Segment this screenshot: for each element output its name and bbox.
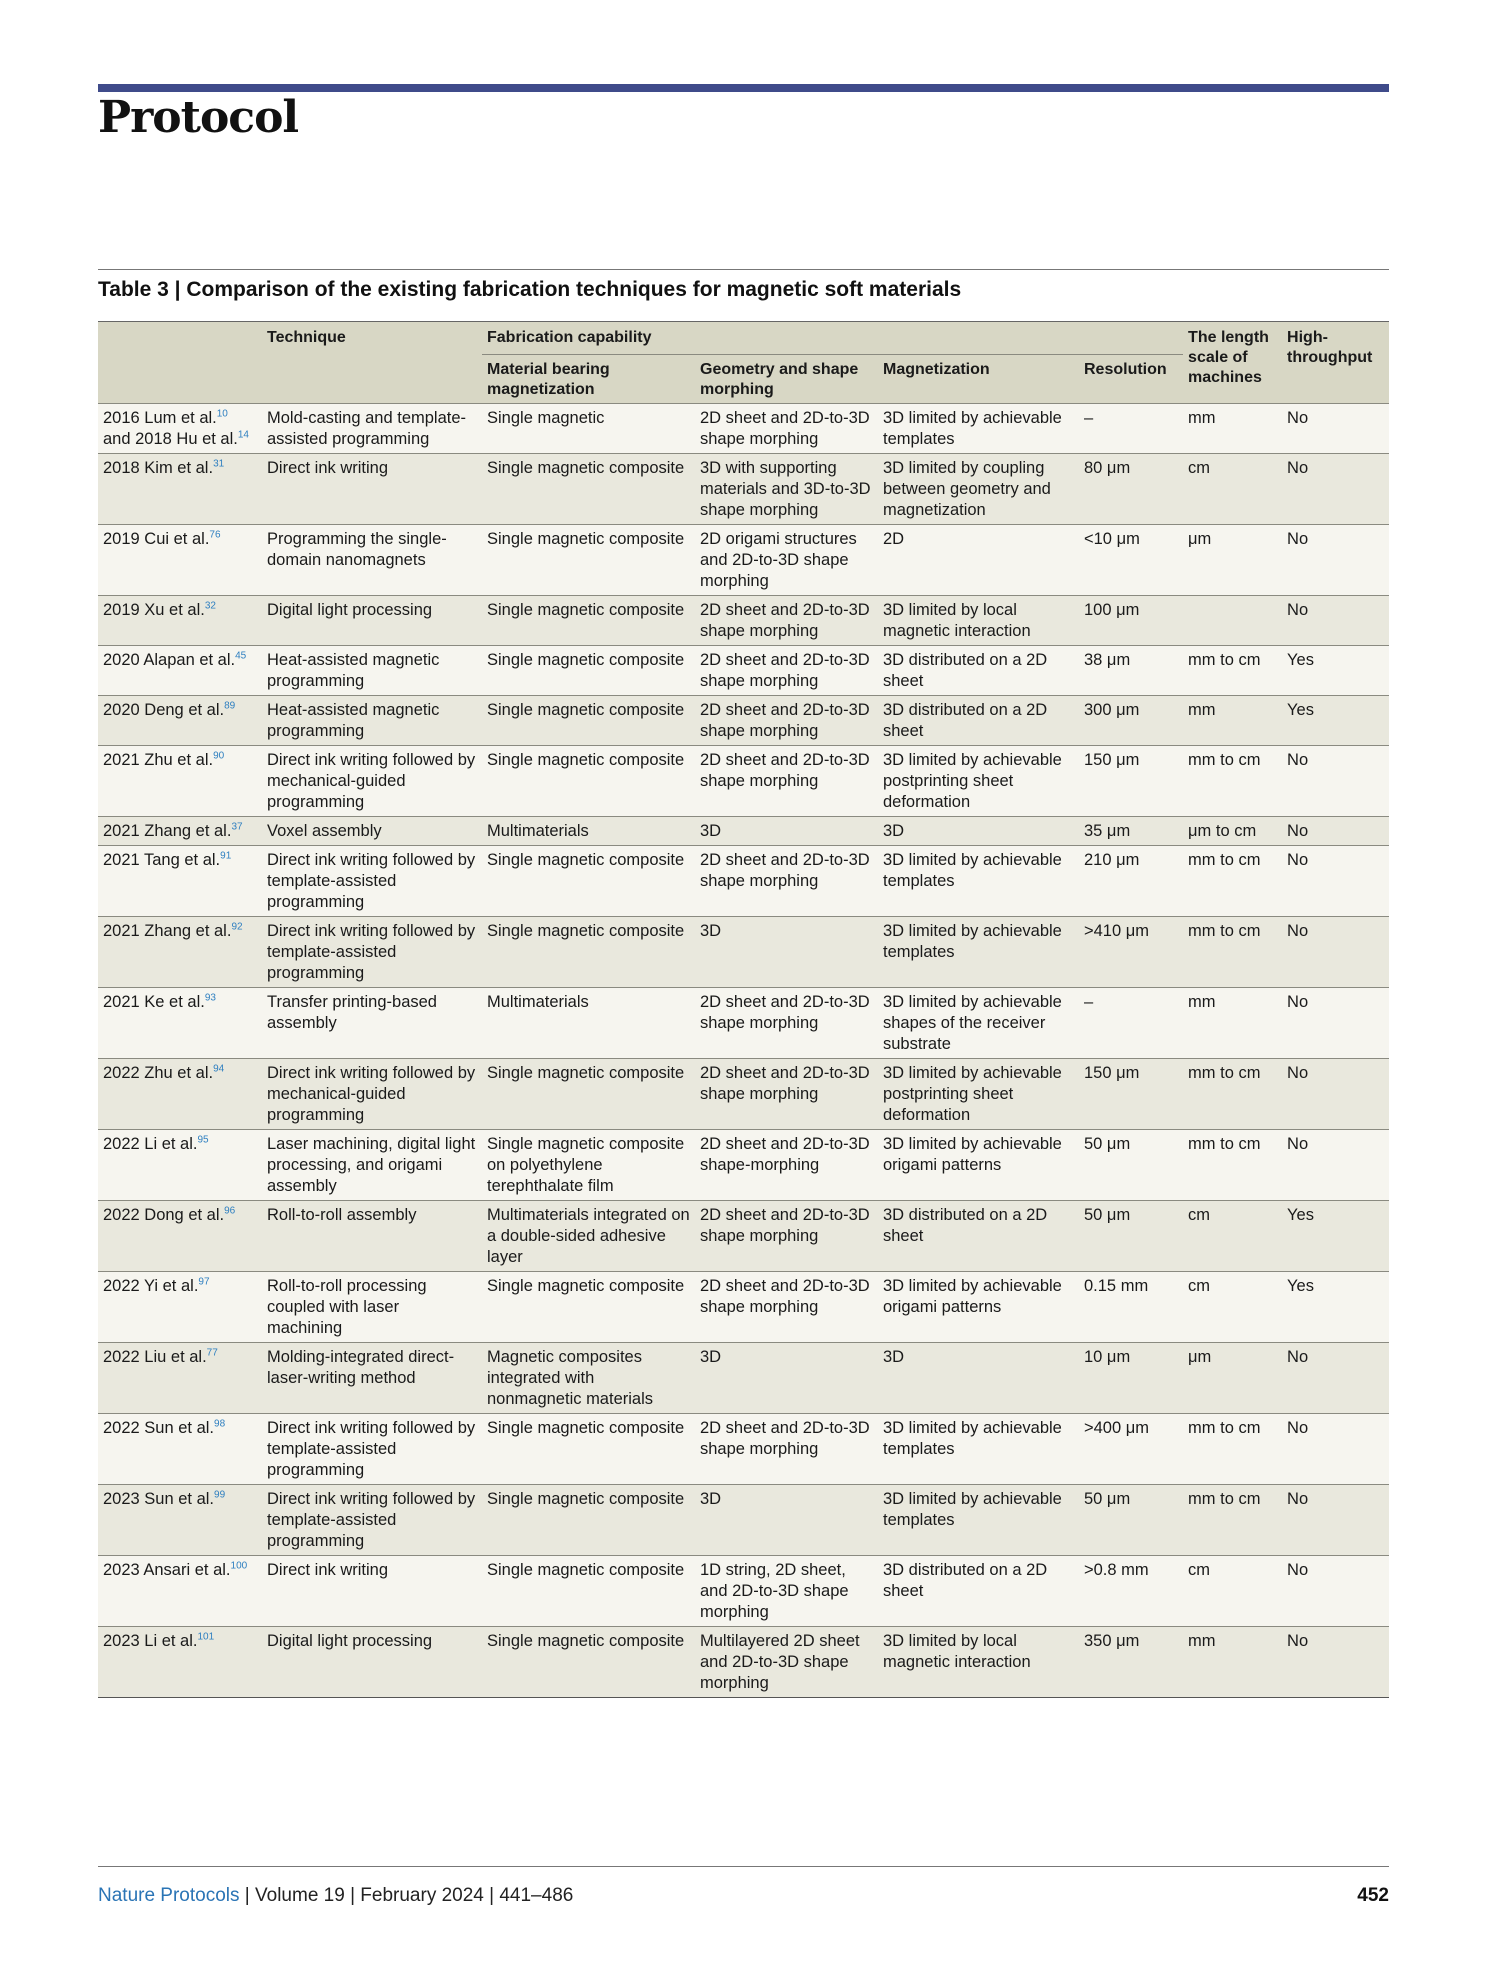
cell-resolution: 150 μm <box>1079 1059 1183 1130</box>
cell-magnetization: 3D distributed on a 2D sheet <box>878 1201 1079 1272</box>
cell-material: Single magnetic composite <box>482 1627 695 1698</box>
cell-high-throughput: Yes <box>1282 1272 1389 1343</box>
study-name: 2022 Li et al. <box>103 1135 198 1153</box>
reference-link[interactable]: 92 <box>231 921 243 933</box>
cell-magnetization: 3D <box>878 1343 1079 1414</box>
cell-length-scale: mm to cm <box>1183 1485 1282 1556</box>
cell-technique: Heat-assisted magnetic programming <box>262 696 482 746</box>
cell-study <box>98 646 262 696</box>
cell-material: Single magnetic composite on polyethylene terephthalate film <box>482 1130 695 1201</box>
cell-technique: Direct ink writing <box>262 454 482 525</box>
cell-magnetization: 3D distributed on a 2D sheet <box>878 1556 1079 1627</box>
cell-geometry: 2D sheet and 2D-to-3D shape morphing <box>695 404 878 454</box>
footer-details: | Volume 19 | February 2024 | 441–486 <box>239 1885 574 1906</box>
cell-geometry: 2D sheet and 2D-to-3D shape morphing <box>695 646 878 696</box>
study-name: 2021 Zhang et al. <box>103 922 232 940</box>
cell-study <box>98 1201 262 1272</box>
cell-material: Single magnetic composite <box>482 596 695 646</box>
cell-magnetization: 3D limited by achievable templates <box>878 917 1079 988</box>
cell-geometry: 2D origami structures and 2D-to-3D shape morphing <box>695 525 878 596</box>
study-name: 2022 Sun et al. <box>103 1419 215 1437</box>
cell-resolution: 50 μm <box>1079 1201 1183 1272</box>
cell-technique: Digital light processing <box>262 1627 482 1698</box>
cell-study <box>98 525 262 596</box>
study-name: 2022 Yi et al. <box>103 1277 199 1295</box>
study-name: 2023 Ansari et al. <box>103 1561 231 1579</box>
cell-resolution: – <box>1079 988 1183 1059</box>
reference-link[interactable]: 95 <box>197 1134 209 1146</box>
cell-material: Multimaterials <box>482 817 695 846</box>
section-title: Protocol <box>98 92 299 143</box>
cell-high-throughput: Yes <box>1282 1201 1389 1272</box>
cell-high-throughput: No <box>1282 454 1389 525</box>
cell-material: Single magnetic composite <box>482 525 695 596</box>
cell-high-throughput: No <box>1282 525 1389 596</box>
cell-magnetization: 3D limited by achievable templates <box>878 404 1079 454</box>
reference-link[interactable]: 98 <box>214 1418 226 1430</box>
cell-length-scale: mm to cm <box>1183 746 1282 817</box>
reference-link[interactable]: 100 <box>230 1560 248 1572</box>
table-body <box>98 404 1389 1698</box>
reference-link[interactable]: 45 <box>235 650 247 662</box>
cell-length-scale: mm to cm <box>1183 1414 1282 1485</box>
cell-material: Magnetic composites integrated with nonmagnetic materials <box>482 1343 695 1414</box>
cell-resolution: 38 μm <box>1079 646 1183 696</box>
cell-material: Single magnetic composite <box>482 1485 695 1556</box>
cell-study <box>98 1343 262 1414</box>
table-row <box>98 1059 1389 1130</box>
header-length-scale: The length scale of machines <box>1183 322 1282 404</box>
cell-geometry: 2D sheet and 2D-to-3D shape morphing <box>695 746 878 817</box>
cell-material: Single magnetic composite <box>482 1059 695 1130</box>
header-magnetization: Magnetization <box>878 355 1079 404</box>
cell-material: Single magnetic composite <box>482 696 695 746</box>
cell-magnetization: 3D limited by coupling between geometry and magnetization <box>878 454 1079 525</box>
cell-resolution: 50 μm <box>1079 1130 1183 1201</box>
cell-study <box>98 1059 262 1130</box>
cell-geometry: Multilayered 2D sheet and 2D-to-3D shape morphing <box>695 1627 878 1698</box>
cell-study <box>98 1485 262 1556</box>
study-name: 2023 Li et al. <box>103 1632 198 1650</box>
study-name: 2020 Deng et al. <box>103 701 225 719</box>
cell-geometry: 2D sheet and 2D-to-3D shape morphing <box>695 1414 878 1485</box>
cell-study <box>98 817 262 846</box>
reference-link[interactable]: 93 <box>204 992 216 1004</box>
cell-technique: Transfer printing-based assembly <box>262 988 482 1059</box>
study-name: 2021 Zhang et al. <box>103 822 232 840</box>
cell-magnetization: 3D limited by achievable shapes of the receiver substrate <box>878 988 1079 1059</box>
page-number: 452 <box>1357 1885 1389 1906</box>
header-technique: Technique <box>262 322 482 404</box>
cell-resolution: 100 μm <box>1079 596 1183 646</box>
cell-magnetization: 3D limited by achievable templates <box>878 1414 1079 1485</box>
header-material: Material bearing magnetization <box>482 355 695 404</box>
header-geometry: Geometry and shape morphing <box>695 355 878 404</box>
reference-link[interactable]: 10 <box>216 408 228 420</box>
table-row <box>98 696 1389 746</box>
cell-material: Single magnetic composite <box>482 1556 695 1627</box>
cell-geometry: 2D sheet and 2D-to-3D shape morphing <box>695 1201 878 1272</box>
table-row <box>98 454 1389 525</box>
cell-material: Single magnetic composite <box>482 917 695 988</box>
table-row <box>98 817 1389 846</box>
table-row <box>98 1272 1389 1343</box>
reference-link[interactable]: 31 <box>213 458 225 470</box>
reference-link[interactable]: 14 <box>237 429 249 441</box>
cell-magnetization: 3D limited by achievable templates <box>878 1485 1079 1556</box>
cell-magnetization: 3D limited by achievable templates <box>878 846 1079 917</box>
cell-magnetization: 3D distributed on a 2D sheet <box>878 646 1079 696</box>
study-name: and 2018 Hu et al. <box>103 430 238 448</box>
cell-geometry: 3D with supporting materials and 3D-to-3D shape morphing <box>695 454 878 525</box>
cell-high-throughput: No <box>1282 1627 1389 1698</box>
study-name: 2021 Ke et al. <box>103 993 205 1011</box>
cell-high-throughput: No <box>1282 846 1389 917</box>
footer-rule <box>98 1866 1389 1867</box>
cell-geometry: 2D sheet and 2D-to-3D shape morphing <box>695 1059 878 1130</box>
cell-study <box>98 988 262 1059</box>
cell-length-scale: cm <box>1183 454 1282 525</box>
reference-link[interactable]: 99 <box>214 1489 226 1501</box>
cell-length-scale: μm to cm <box>1183 817 1282 846</box>
cell-resolution: 0.15 mm <box>1079 1272 1183 1343</box>
table-row <box>98 525 1389 596</box>
cell-high-throughput: No <box>1282 1556 1389 1627</box>
reference-link[interactable]: 94 <box>213 1063 225 1075</box>
reference-link[interactable]: 101 <box>197 1631 215 1643</box>
cell-material: Single magnetic composite <box>482 646 695 696</box>
study-name: 2016 Lum et al. <box>103 409 217 427</box>
reference-link[interactable]: 77 <box>206 1347 218 1359</box>
table-row <box>98 988 1389 1059</box>
footer-citation <box>98 1885 573 1907</box>
cell-material: Multimaterials integrated on a double-sided adhesive layer <box>482 1201 695 1272</box>
cell-technique: Direct ink writing followed by template-assisted programming <box>262 1414 482 1485</box>
cell-material: Single magnetic composite <box>482 746 695 817</box>
cell-high-throughput: No <box>1282 1414 1389 1485</box>
cell-length-scale: cm <box>1183 1201 1282 1272</box>
cell-technique: Programming the single-domain nanomagnets <box>262 525 482 596</box>
cell-geometry: 2D sheet and 2D-to-3D shape morphing <box>695 846 878 917</box>
cell-technique: Laser machining, digital light processing, and origami assembly <box>262 1130 482 1201</box>
table-row <box>98 1556 1389 1627</box>
header-resolution: Resolution <box>1079 355 1183 404</box>
cell-technique: Mold-casting and template-assisted programming <box>262 404 482 454</box>
comparison-table <box>98 321 1389 1698</box>
footer-journal[interactable]: Nature Protocols <box>98 1885 240 1906</box>
study-name: 2019 Xu et al. <box>103 601 205 619</box>
cell-high-throughput: No <box>1282 1343 1389 1414</box>
cell-geometry: 2D sheet and 2D-to-3D shape-morphing <box>695 1130 878 1201</box>
cell-resolution: 300 μm <box>1079 696 1183 746</box>
cell-high-throughput: Yes <box>1282 696 1389 746</box>
cell-geometry: 2D sheet and 2D-to-3D shape morphing <box>695 596 878 646</box>
cell-high-throughput: No <box>1282 917 1389 988</box>
reference-link[interactable]: 96 <box>224 1205 236 1217</box>
study-name: 2022 Zhu et al. <box>103 1064 214 1082</box>
cell-high-throughput: No <box>1282 1485 1389 1556</box>
cell-technique: Direct ink writing followed by mechanical-guided programming <box>262 1059 482 1130</box>
cell-length-scale: mm <box>1183 1627 1282 1698</box>
cell-technique: Voxel assembly <box>262 817 482 846</box>
cell-geometry: 3D <box>695 1485 878 1556</box>
cell-study <box>98 1272 262 1343</box>
reference-link[interactable]: 90 <box>213 750 225 762</box>
cell-study <box>98 696 262 746</box>
cell-magnetization: 3D limited by achievable origami patterns <box>878 1130 1079 1201</box>
cell-geometry: 3D <box>695 917 878 988</box>
cell-resolution: >410 μm <box>1079 917 1183 988</box>
table-row <box>98 917 1389 988</box>
cell-length-scale: mm to cm <box>1183 1059 1282 1130</box>
cell-resolution: 210 μm <box>1079 846 1183 917</box>
cell-length-scale: μm <box>1183 525 1282 596</box>
cell-geometry: 2D sheet and 2D-to-3D shape morphing <box>695 1272 878 1343</box>
cell-technique: Molding-integrated direct-laser-writing method <box>262 1343 482 1414</box>
reference-link[interactable]: 91 <box>220 850 232 862</box>
cell-length-scale: mm <box>1183 404 1282 454</box>
cell-technique: Direct ink writing <box>262 1556 482 1627</box>
table-row <box>98 1343 1389 1414</box>
cell-material: Single magnetic composite <box>482 1414 695 1485</box>
cell-material: Multimaterials <box>482 988 695 1059</box>
cell-resolution: – <box>1079 404 1183 454</box>
cell-length-scale: cm <box>1183 1556 1282 1627</box>
cell-geometry: 1D string, 2D sheet, and 2D-to-3D shape morphing <box>695 1556 878 1627</box>
cell-technique: Digital light processing <box>262 596 482 646</box>
cell-high-throughput: No <box>1282 596 1389 646</box>
reference-link[interactable]: 76 <box>209 529 221 541</box>
table-row <box>98 1414 1389 1485</box>
cell-length-scale: cm <box>1183 1272 1282 1343</box>
cell-length-scale: mm <box>1183 696 1282 746</box>
reference-link[interactable]: 37 <box>231 821 243 833</box>
cell-technique: Direct ink writing followed by template-assisted programming <box>262 1485 482 1556</box>
cell-length-scale: mm to cm <box>1183 846 1282 917</box>
cell-technique: Direct ink writing followed by mechanical-guided programming <box>262 746 482 817</box>
cell-resolution: 50 μm <box>1079 1485 1183 1556</box>
cell-resolution: >0.8 mm <box>1079 1556 1183 1627</box>
study-name: 2018 Kim et al. <box>103 459 214 477</box>
cell-study <box>98 404 262 454</box>
cell-magnetization: 3D limited by achievable origami patterns <box>878 1272 1079 1343</box>
cell-high-throughput: No <box>1282 404 1389 454</box>
header-study <box>98 322 262 404</box>
cell-resolution: 35 μm <box>1079 817 1183 846</box>
cell-length-scale <box>1183 596 1282 646</box>
cell-length-scale: mm <box>1183 988 1282 1059</box>
study-name: 2021 Tang et al. <box>103 851 221 869</box>
cell-resolution: <10 μm <box>1079 525 1183 596</box>
table-row <box>98 1201 1389 1272</box>
study-name: 2023 Sun et al. <box>103 1490 215 1508</box>
cell-length-scale: mm to cm <box>1183 646 1282 696</box>
study-name: 2020 Alapan et al. <box>103 651 236 669</box>
cell-material: Single magnetic composite <box>482 1272 695 1343</box>
cell-high-throughput: No <box>1282 746 1389 817</box>
study-name: 2019 Cui et al. <box>103 530 210 548</box>
cell-technique: Heat-assisted magnetic programming <box>262 646 482 696</box>
cell-magnetization: 3D limited by local magnetic interaction <box>878 596 1079 646</box>
table-row <box>98 1485 1389 1556</box>
study-name: 2022 Liu et al. <box>103 1348 207 1366</box>
table-row <box>98 1627 1389 1698</box>
cell-high-throughput: No <box>1282 1130 1389 1201</box>
cell-resolution: 10 μm <box>1079 1343 1183 1414</box>
cell-technique: Direct ink writing followed by template-assisted programming <box>262 846 482 917</box>
table-row <box>98 404 1389 454</box>
cell-technique: Roll-to-roll assembly <box>262 1201 482 1272</box>
cell-magnetization: 3D limited by achievable postprinting sheet deformation <box>878 1059 1079 1130</box>
cell-technique: Roll-to-roll processing coupled with laser machining <box>262 1272 482 1343</box>
cell-resolution: >400 μm <box>1079 1414 1183 1485</box>
cell-material: Single magnetic <box>482 404 695 454</box>
table-row <box>98 846 1389 917</box>
cell-material: Single magnetic composite <box>482 846 695 917</box>
cell-high-throughput: No <box>1282 817 1389 846</box>
cell-study <box>98 846 262 917</box>
table-header <box>98 322 1389 404</box>
cell-material: Single magnetic composite <box>482 454 695 525</box>
table-row <box>98 646 1389 696</box>
cell-study <box>98 917 262 988</box>
cell-resolution: 350 μm <box>1079 1627 1183 1698</box>
cell-high-throughput: No <box>1282 1059 1389 1130</box>
cell-study <box>98 1556 262 1627</box>
cell-magnetization: 3D limited by local magnetic interaction <box>878 1627 1079 1698</box>
table-row <box>98 1130 1389 1201</box>
cell-length-scale: mm to cm <box>1183 917 1282 988</box>
cell-magnetization: 3D limited by achievable postprinting sheet deformation <box>878 746 1079 817</box>
header-fabrication-capability: Fabrication capability <box>482 322 1183 355</box>
cell-length-scale: μm <box>1183 1343 1282 1414</box>
cell-geometry: 3D <box>695 1343 878 1414</box>
cell-geometry: 2D sheet and 2D-to-3D shape morphing <box>695 988 878 1059</box>
cell-magnetization: 3D <box>878 817 1079 846</box>
cell-length-scale: mm to cm <box>1183 1130 1282 1201</box>
cell-study <box>98 596 262 646</box>
cell-resolution: 150 μm <box>1079 746 1183 817</box>
table-row <box>98 746 1389 817</box>
cell-technique: Direct ink writing followed by template-assisted programming <box>262 917 482 988</box>
comparison-table-container <box>98 321 1389 1698</box>
header-high-throughput: High-throughput <box>1282 322 1389 404</box>
cell-study <box>98 746 262 817</box>
cell-geometry: 3D <box>695 817 878 846</box>
cell-high-throughput: Yes <box>1282 646 1389 696</box>
table-top-rule <box>98 269 1389 270</box>
cell-high-throughput: No <box>1282 988 1389 1059</box>
cell-study <box>98 454 262 525</box>
header-rule <box>98 84 1389 92</box>
cell-study <box>98 1627 262 1698</box>
cell-study <box>98 1414 262 1485</box>
cell-magnetization: 3D distributed on a 2D sheet <box>878 696 1079 746</box>
study-name: 2022 Dong et al. <box>103 1206 225 1224</box>
table-row <box>98 596 1389 646</box>
reference-link[interactable]: 32 <box>204 600 216 612</box>
reference-link[interactable]: 97 <box>198 1276 210 1288</box>
cell-study <box>98 1130 262 1201</box>
cell-geometry: 2D sheet and 2D-to-3D shape morphing <box>695 696 878 746</box>
cell-resolution: 80 μm <box>1079 454 1183 525</box>
reference-link[interactable]: 89 <box>224 700 236 712</box>
table-title: Table 3 | Comparison of the existing fabrication techniques for magnetic soft materials <box>98 278 962 301</box>
cell-magnetization: 2D <box>878 525 1079 596</box>
study-name: 2021 Zhu et al. <box>103 751 214 769</box>
